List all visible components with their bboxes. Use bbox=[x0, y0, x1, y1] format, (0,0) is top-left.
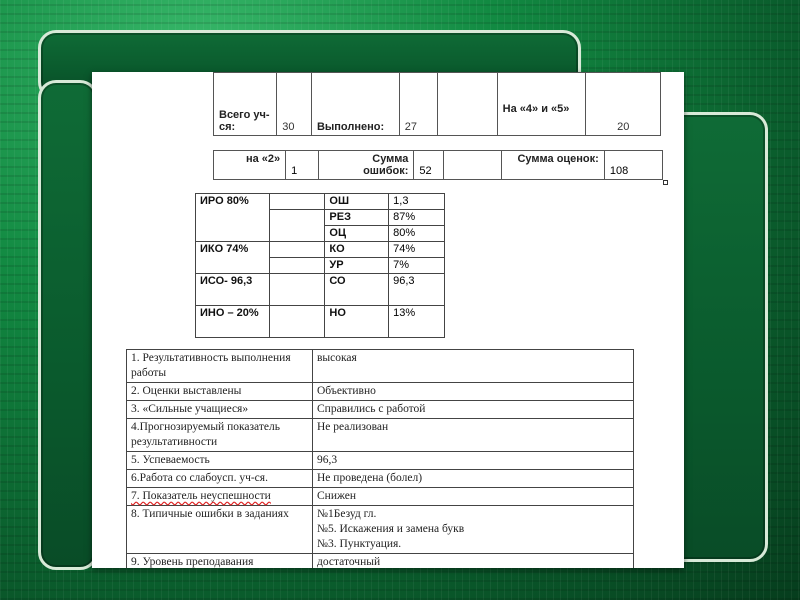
total-students-label: Всего уч-ся: bbox=[214, 73, 277, 136]
index-code: СО bbox=[325, 274, 389, 306]
index-value: 87% bbox=[389, 210, 445, 226]
index-value: 74% bbox=[389, 242, 445, 258]
table-row bbox=[127, 554, 634, 569]
result-key: 6.Работа со слабоусп. уч-ся. bbox=[127, 470, 313, 488]
grades-sum-label: Сумма оценок: bbox=[501, 151, 604, 180]
result-key bbox=[127, 488, 313, 506]
result-value: достаточный bbox=[313, 554, 634, 569]
indices-table bbox=[195, 193, 445, 338]
empty-cell bbox=[269, 194, 325, 210]
decor-frame-left bbox=[38, 80, 98, 570]
iro-cell: ИРО 80% bbox=[196, 194, 270, 242]
empty-cell bbox=[269, 210, 325, 242]
table-row bbox=[127, 419, 634, 452]
error-line: №1Безуд гл. bbox=[317, 508, 377, 520]
index-value: 7% bbox=[389, 258, 445, 274]
table-row bbox=[127, 488, 634, 506]
empty-cell bbox=[438, 73, 497, 136]
table-row bbox=[127, 350, 634, 383]
index-code: КО bbox=[325, 242, 389, 258]
table-row bbox=[127, 401, 634, 419]
index-code: ОШ bbox=[325, 194, 389, 210]
done-value: 27 bbox=[399, 73, 438, 136]
index-code: НО bbox=[325, 306, 389, 338]
index-value: 13% bbox=[389, 306, 445, 338]
table-row bbox=[127, 470, 634, 488]
good-grades-value: 20 bbox=[586, 73, 661, 136]
done-label: Выполнено: bbox=[311, 73, 399, 136]
index-code: ОЦ bbox=[325, 226, 389, 242]
result-key: 5. Успеваемость bbox=[127, 452, 313, 470]
index-value: 96,3 bbox=[389, 274, 445, 306]
index-value: 1,3 bbox=[389, 194, 445, 210]
errors-sum-value: 52 bbox=[414, 151, 444, 180]
index-value: 80% bbox=[389, 226, 445, 242]
result-value bbox=[313, 506, 634, 554]
results-table bbox=[126, 349, 634, 568]
result-value: высокая bbox=[313, 350, 634, 383]
result-key: 8. Типичные ошибки в заданиях bbox=[127, 506, 313, 554]
empty-cell bbox=[444, 151, 501, 180]
total-students-value: 30 bbox=[277, 73, 312, 136]
result-value: 96,3 bbox=[313, 452, 634, 470]
document-page bbox=[92, 72, 684, 568]
result-key: 4.Прогнозируемый показатель результативности bbox=[127, 419, 313, 452]
two-grade-value: 1 bbox=[286, 151, 319, 180]
summary-bottom-table bbox=[213, 150, 663, 180]
table-row bbox=[127, 506, 634, 554]
errors-sum-label: Сумма ошибок: bbox=[319, 151, 414, 180]
result-value: Не проведена (болел) bbox=[313, 470, 634, 488]
iso-cell: ИСО- 96,3 bbox=[196, 274, 270, 306]
table-row bbox=[127, 383, 634, 401]
summary-top-table bbox=[213, 72, 661, 136]
empty-cell bbox=[269, 306, 325, 338]
iko-cell: ИКО 74% bbox=[196, 242, 270, 274]
table-resize-handle[interactable] bbox=[663, 180, 668, 185]
index-code: УР bbox=[325, 258, 389, 274]
result-value: Справились с работой bbox=[313, 401, 634, 419]
index-code: РЕЗ bbox=[325, 210, 389, 226]
result-key: 1. Результативность выполнения работы bbox=[127, 350, 313, 383]
result-key-text: 7. Показатель неуспешности bbox=[131, 490, 271, 502]
result-key: 9. Уровень преподавания bbox=[127, 554, 313, 569]
two-grade-label: на «2» bbox=[214, 151, 286, 180]
result-value: Объективно bbox=[313, 383, 634, 401]
good-grades-label: На «4» и «5» bbox=[497, 73, 586, 136]
result-value: Снижен bbox=[313, 488, 634, 506]
error-line: №3. Пунктуация. bbox=[317, 538, 402, 550]
table-row bbox=[127, 452, 634, 470]
result-value: Не реализован bbox=[313, 419, 634, 452]
grades-sum-value: 108 bbox=[604, 151, 662, 180]
error-line: №5. Искажения и замена букв bbox=[317, 523, 465, 535]
empty-cell bbox=[269, 258, 325, 274]
result-key: 3. «Сильные учащиеся» bbox=[127, 401, 313, 419]
empty-cell bbox=[269, 274, 325, 306]
ino-cell: ИНО – 20% bbox=[196, 306, 270, 338]
empty-cell bbox=[269, 242, 325, 258]
result-key: 2. Оценки выставлены bbox=[127, 383, 313, 401]
